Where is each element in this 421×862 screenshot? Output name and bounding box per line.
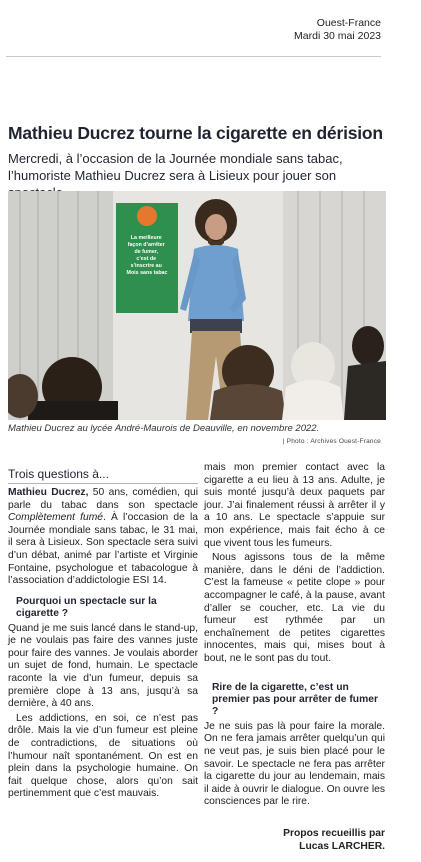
author-name: Lucas LARCHER. xyxy=(299,840,385,852)
photo-illustration xyxy=(8,191,386,420)
answer-1-continued: mais mon premier contact avec la cigarette a eu lieu à 13 ans. Adulte, je suis monté jusqu’à deux paquets par jour. J’ai finalement réussi à arrêter il y a 10 ans. Le spectacle s’appuie sur mon expérience, mais fait écho à ce que vivent tous les fumeurs. xyxy=(204,462,385,549)
publication-name: Ouest-France xyxy=(316,17,381,29)
column-right xyxy=(204,462,385,853)
answer-1-paragraph: Quand je me suis lancé dans le stand-up, je ne voulais pas faire des vannes juste pour faire des vannes. Je voulais aborder un sujet de fond, humain. Le spectacle raconte la vie d’un fumeur, depuis sa première clope à 13 ans, jusqu’à sa dernière, à 40 ans. xyxy=(8,622,198,710)
masthead xyxy=(294,17,381,43)
intro-paragraph: Mathieu Ducrez, 50 ans, comédien, qui parle du tabac dans son spectacle Complètement fumé. À l’occasion de la Journée mondiale sans tabac, le 31 mai, il sera à Lisieux. Son spectacle sera suivi d’un débat, animé par l’artiste et Virginie Fontaine, psychologue et tabacologue à l’association d’addictologie ESI 14. xyxy=(8,487,198,587)
question-1: Pourquoi un spectacle sur la cigarette ? xyxy=(16,595,157,620)
answer-1-continued: Nous agissons tous de la même manière, dans le déni de l’addiction. C’est la fameuse « petite clope » pour accompagner le café, à la pause, avant d’aller se coucher, etc. La vie du fumeur est rythmée par un enchaînement de petites cigarettes innocentes, mais qui, mises bout à bout, ne le sont pas du tout. xyxy=(204,552,385,664)
article-lede: Mercredi, à l’occasion de la Journée mondiale sans tabac, l’humoriste Mathieu Ducrez sera à Lisieux pour jouer son xyxy=(8,151,343,183)
photo-caption: Mathieu Ducrez au lycée André-Maurois de Deauville, en novembre 2022. xyxy=(8,423,320,434)
interviewee-name: Mathieu Ducrez, xyxy=(8,487,89,498)
question-2: Rire de la cigarette, c’est un premier pas pour arrêter de fumer ? xyxy=(212,681,378,718)
answer-1-paragraph: Les addictions, en soi, ce n’est pas drôle. Mais la vie d’un fumeur est pleine de contradictions, de situations où l’humour naît spontanément. On est en plein dans la psychologie humaine. On fait quelque chose, alors qu’on sait pertinemment que c’est mauvais. xyxy=(8,712,198,800)
show-title: Complètement fumé xyxy=(8,512,103,524)
column-left xyxy=(8,462,198,803)
publication-date: Mardi 30 mai 2023 xyxy=(294,30,381,42)
sidebar-title: Trois questions à... xyxy=(8,467,198,484)
poster xyxy=(116,203,178,313)
signature: Propos recueillis par Lucas LARCHER. xyxy=(204,827,385,853)
article-headline: Mathieu Ducrez tourne la cigarette en dérision xyxy=(8,123,383,143)
article-photo xyxy=(8,191,386,420)
header-divider xyxy=(6,56,381,57)
photo-credit: | Photo : Archives Ouest-France xyxy=(282,438,381,445)
answer-2-paragraph: Je ne suis pas là pour faire la morale. On ne fera jamais arrêter quelqu’un qui ne veut pas, je suis bien placé pour le savoir. Le spectacle ne fera pas arrêter la cigarette du jour au lendemain, mais il aide à ouvrir le dialogue. On ouvre les consciences par le rire. xyxy=(204,720,385,808)
svg-text:La meilleure façon d’a: La meilleure façon d’arrêter de fumer, c’est de s’inscrire au Mois sans tabac xyxy=(126,235,168,276)
